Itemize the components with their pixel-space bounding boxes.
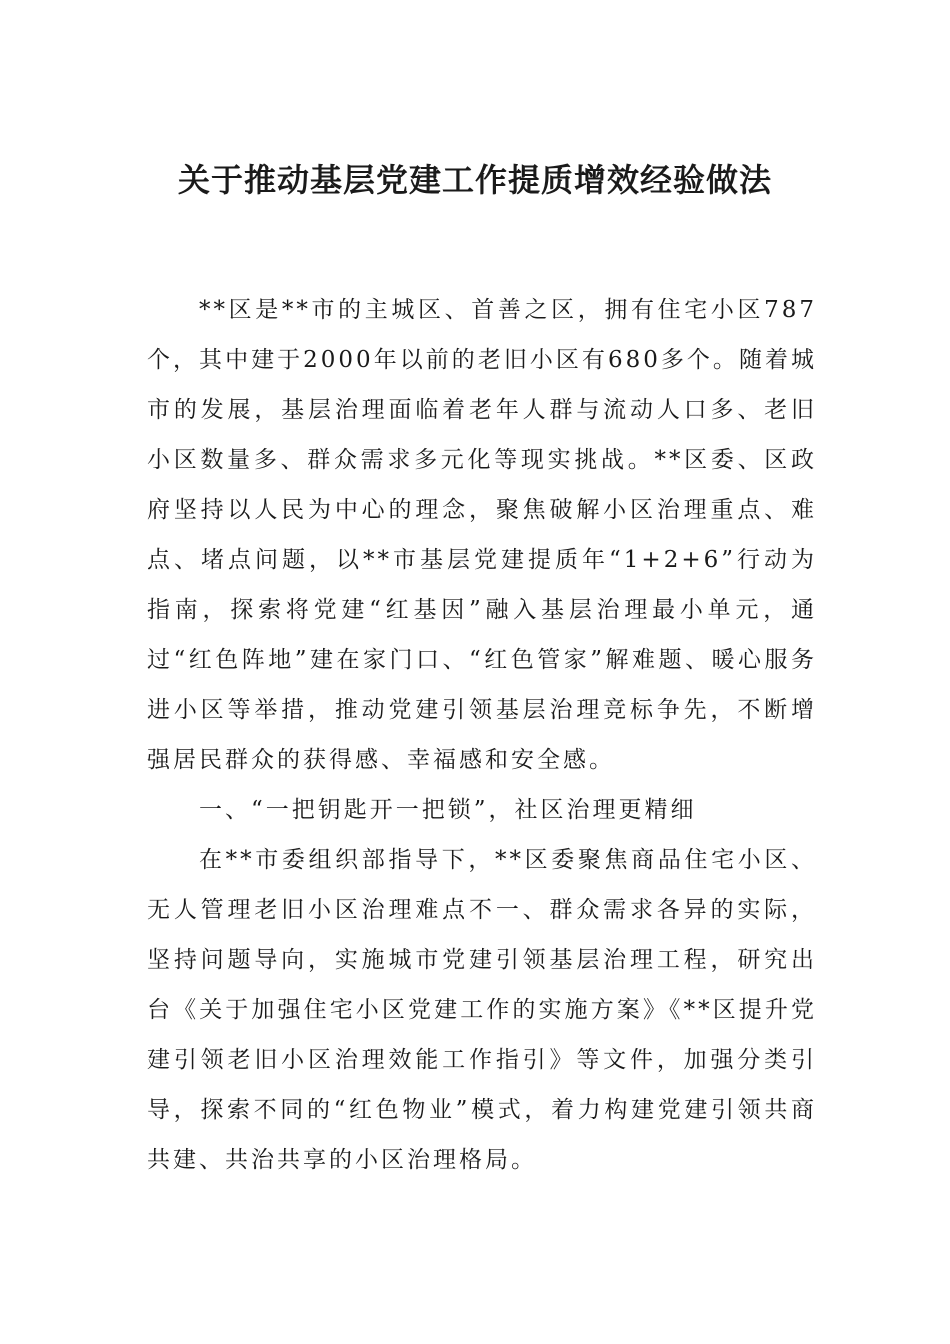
document-title: 关于推动基层党建工作提质增效经验做法 (177, 161, 772, 199)
document-body (147, 285, 817, 1185)
section-paragraph: 在**市委组织部指导下，**区委聚焦商品住宅小区、无人管理老旧小区治理难点不一、群众需求各异的实际，坚持问题导向，实施城市党建引领基层治理工程，研究出台《关于加强住宅小区党建工作的实施方案》《**区提升党建引领老旧小区治理效能工作指引》等文件，加强分类引导，探索不同的“红色物业”模式，着力构建党建引领共商共建、共治共享的小区治理格局。 (147, 847, 817, 1173)
intro-paragraph: **区是**市的主城区、首善之区，拥有住宅小区787个，其中建于2000年以前的老旧小区有680多个。随着城市的发展，基层治理面临着老年人群与流动人口多、老旧小区数量多、群众需求多元化等现实挑战。**区委、区政府坚持以人民为中心的理念，聚焦破解小区治理重点、难点、堵点问题，以**市基层党建提质年“1+2+6”行动为指南，探索将党建“红基因”融入基层治理最小单元，通过“红色阵地”建在家门口、“红色管家”解难题、暖心服务进小区等举措，推动党建引领基层治理竞标争先，不断增强居民群众的获得感、幸福感和安全感。 (147, 297, 817, 773)
section-heading: 一、“一把钥匙开一把锁”，社区治理更精细 (199, 797, 697, 823)
